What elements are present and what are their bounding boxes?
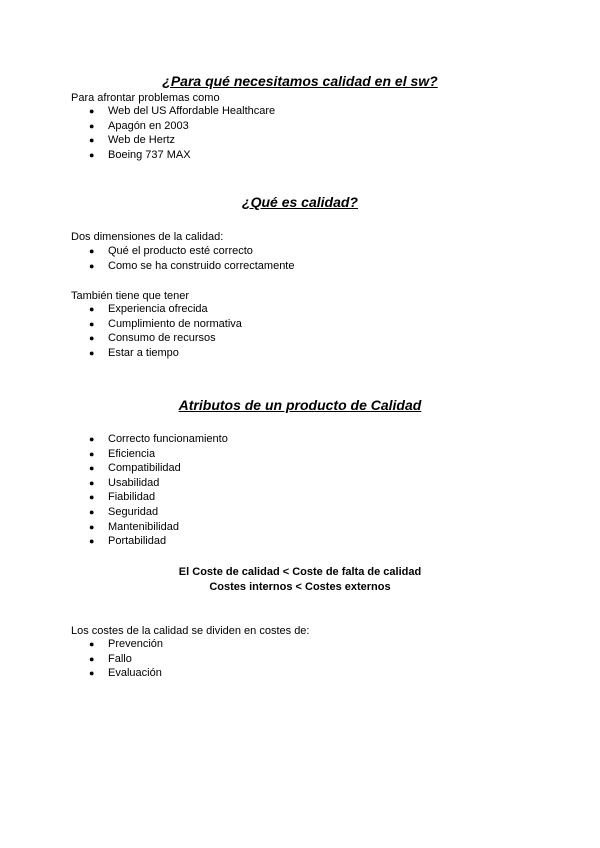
bullet-icon: ● [89, 639, 95, 649]
bullet-icon: ● [89, 668, 95, 679]
intro-also-must-have: También tiene que tener [71, 290, 190, 302]
list-item: ● Consumo de recursos [89, 332, 216, 345]
intro-problems: Para afrontar problemas como [71, 92, 220, 104]
bullet-icon: ● [89, 304, 95, 314]
cost-types-list [0, 637, 163, 681]
bullet-icon: ● [89, 347, 95, 358]
bullet-icon: ● [89, 653, 95, 664]
list-item: ● Portabilidad [89, 535, 167, 548]
bullet-icon: ● [89, 106, 95, 116]
bullet-icon: ● [89, 448, 95, 459]
dimensions-list [0, 244, 294, 273]
bullet-icon: ● [89, 521, 95, 532]
bullet-icon: ● [89, 506, 95, 517]
list-item: ● Fiabilidad [89, 491, 156, 504]
intro-dimensions: Dos dimensiones de la calidad: [71, 231, 224, 243]
also-must-have-list [0, 302, 242, 360]
list-item: ● Estar a tiempo [89, 346, 179, 359]
bullet-icon: ● [89, 120, 95, 131]
heading-why-quality: ¿Para qué necesitamos calidad en el sw? [162, 73, 438, 89]
heading-quality-attributes: Atributos de un producto de Calidad [178, 397, 422, 413]
list-item: ● Eficiencia [89, 447, 156, 460]
list-item: ● Compatibilidad [89, 462, 181, 475]
intro-cost-division: Los costes de la calidad se dividen en costes de: [71, 625, 310, 637]
list-item: ● Qué el producto esté correcto [89, 245, 253, 257]
bullet-icon: ● [89, 463, 95, 474]
list-item: ● Mantenibilidad [89, 520, 179, 533]
formula-internal-external: Costes internos < Costes externos [209, 581, 391, 593]
list-item: ● Apagón en 2003 [89, 119, 189, 132]
bullet-icon: ● [89, 149, 95, 160]
list-item: ● Fallo [89, 652, 132, 665]
list-item: ● Prevención [89, 638, 164, 650]
bullet-icon: ● [89, 434, 95, 444]
problems-list [0, 104, 275, 162]
bullet-icon: ● [89, 318, 95, 329]
formula-quality-cost: El Coste de calidad < Coste de falta de calidad [178, 566, 422, 578]
list-item: ● Boeing 737 MAX [89, 148, 191, 161]
attributes-list [0, 432, 228, 549]
heading-what-is-quality: ¿Qué es calidad? [242, 194, 358, 210]
list-item: ● Cumplimiento de normativa [89, 317, 242, 330]
list-item: ● Web del US Affordable Healthcare [89, 105, 276, 117]
list-item: ● Experiencia ofrecida [89, 303, 208, 315]
list-item: ● Evaluación [89, 667, 162, 680]
bullet-icon: ● [89, 536, 95, 547]
list-item: ● Seguridad [89, 505, 159, 518]
list-item: ● Como se ha construido correctamente [89, 259, 295, 272]
bullet-icon: ● [89, 492, 95, 503]
bullet-icon: ● [89, 477, 95, 488]
list-item: ● Usabilidad [89, 476, 160, 489]
bullet-icon: ● [89, 333, 95, 344]
bullet-icon: ● [89, 260, 95, 271]
bullet-icon: ● [89, 246, 95, 256]
bullet-icon: ● [89, 135, 95, 146]
list-item: ● Correcto funcionamiento [89, 433, 228, 445]
list-item: ● Web de Hertz [89, 134, 176, 147]
